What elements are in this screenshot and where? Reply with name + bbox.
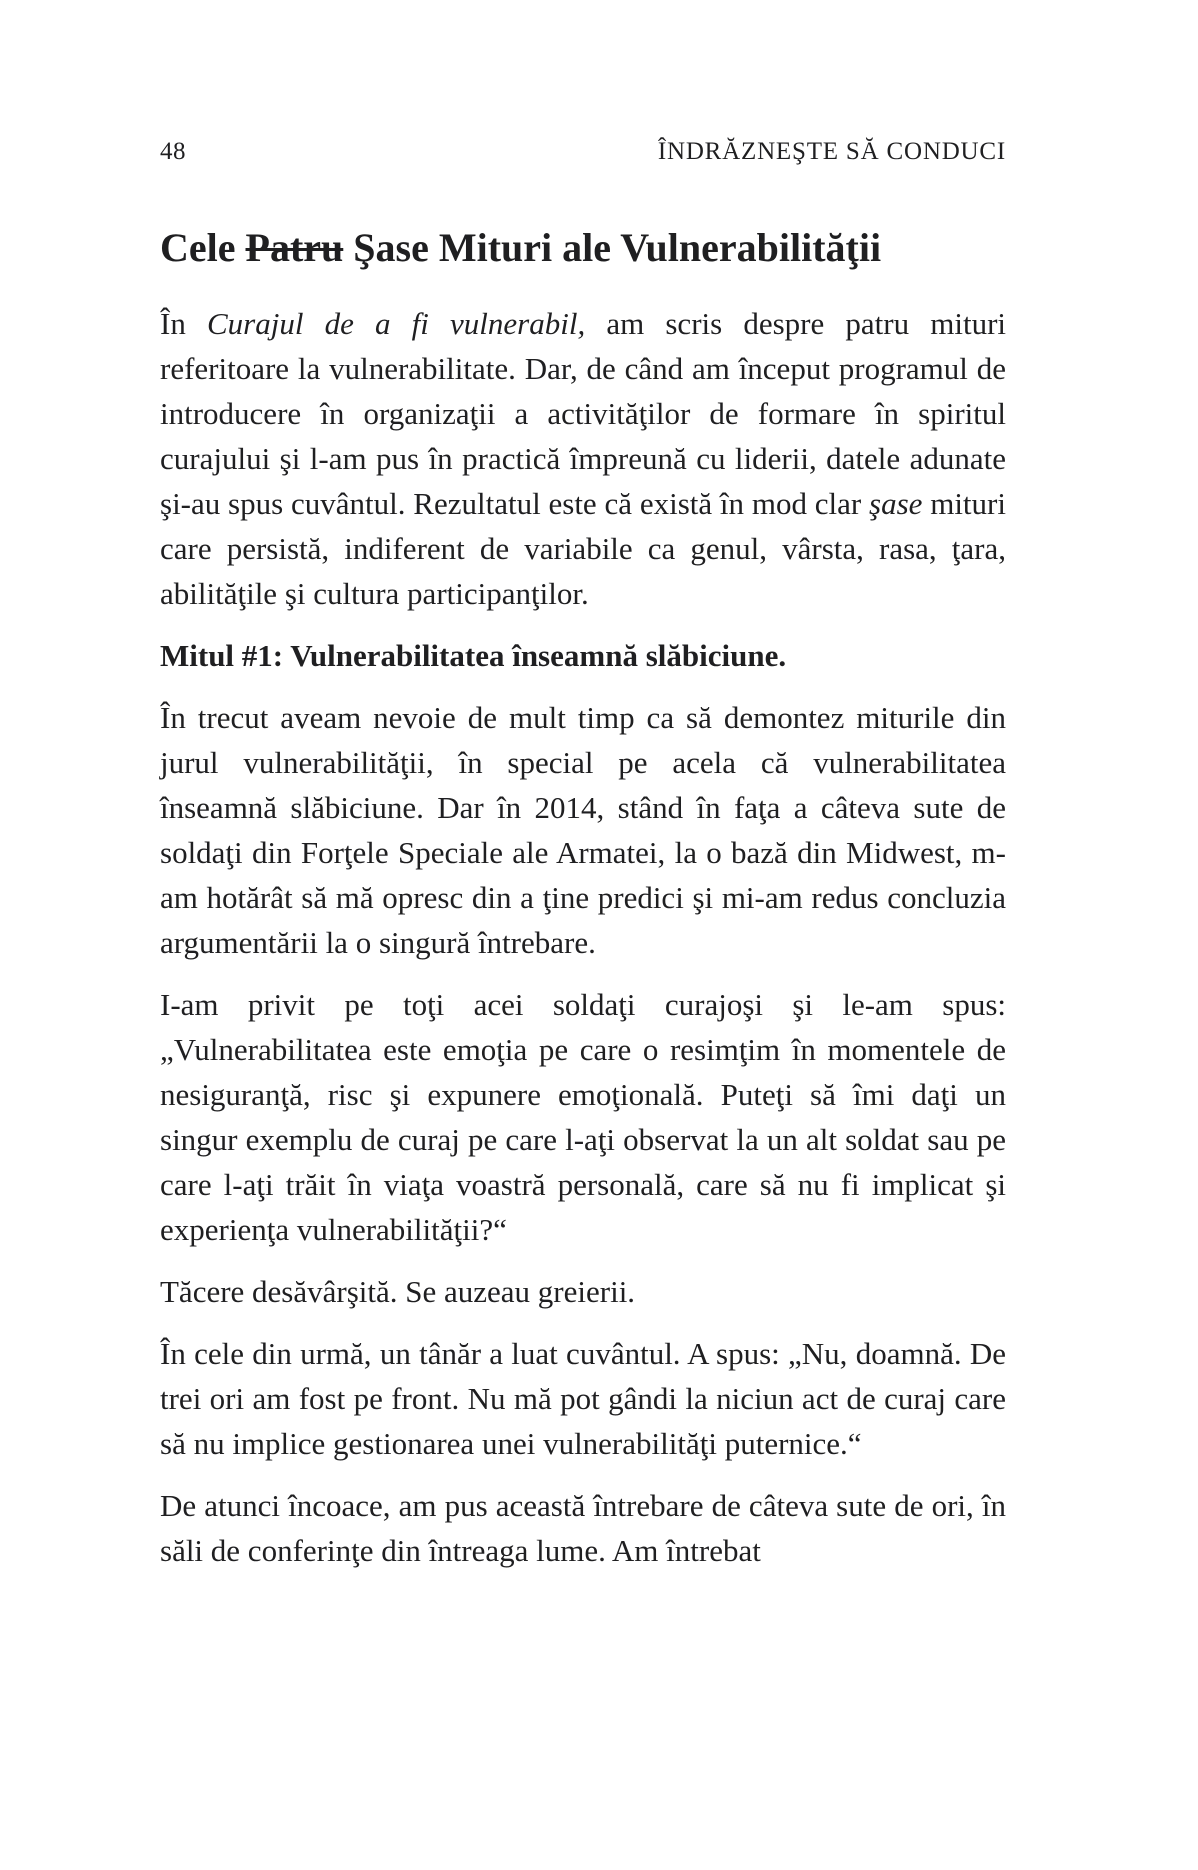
running-book-title: ÎNDRĂZNEŞTE SĂ CONDUCI <box>657 138 1006 165</box>
section-title <box>160 224 881 272</box>
paragraph-answer: În cele din urmă, un tânăr a luat cuvântul. A spus: „Nu, doamnă. De trei ori am fost pe front. Nu mă pot gândi la niciun act de curaj care să nu implice gestionarea unei vulnerabilităţi puternice.“ <box>160 1336 1006 1461</box>
emphasis-six: şase <box>869 486 923 521</box>
title-suffix: Şase Mituri ale Vulnerabilităţii <box>343 225 882 270</box>
running-header <box>160 138 1006 174</box>
page-number: 48 <box>160 138 186 165</box>
intro-lead: În <box>160 306 207 341</box>
paragraph-past: În trecut aveam nevoie de mult timp ca să demontez miturile din jurul vulnerabilităţii, în special pe acela că vulnerabilitatea înseamnă slăbiciune. Dar în 2014, stând în faţa a câteva sute de soldaţi din Forţele Speciale ale Armatei, la o bază din Midwest, m-am hotărât să mă opresc din a ţine predici şi mi-am redus concluzia argumentării la o singură întrebare. <box>160 700 1006 960</box>
title-prefix: Cele <box>160 225 246 270</box>
paragraph-since: De atunci încoace, am pus această întrebare de câteva sute de ori, în săli de conferinţe din întreaga lume. Am întrebat <box>160 1488 1006 1568</box>
intro-part-1: am scris despre patru mituri referitoare la vulnerabilitate. Dar, de când am început programul de introducere în organizaţii a activităţilor de formare în spiritul curajului şi l-am pus în practică împreună cu liderii, datele adunate şi-au spus cuvântul. Rezultatul este că există în mod clar <box>160 306 1007 521</box>
intro-part-2: mituri care persistă, indiferent de variabile ca genul, vârsta, rasa, ţara, abilităţile şi cultura participanţilor. <box>160 486 1006 611</box>
myth-1-heading: Mitul #1: Vulnerabilitatea înseamnă slăbiciune. <box>160 638 787 673</box>
book-title-italic: Curajul de a fi vulnerabil, <box>206 306 586 341</box>
body-text <box>160 301 1006 1590</box>
paragraph-silence: Tăcere desăvârşită. Se auzeau greierii. <box>160 1274 636 1309</box>
paragraph-question: I-am privit pe toţi acei soldaţi curajoşi şi le-am spus: „Vulnerabilitatea este emoţia pe care o resimţim în momentele de nesiguranţă, risc şi expunere emoţională. Puteţi să îmi daţi un singur exemplu de curaj pe care l-aţi observat la un alt soldat sau pe care l-aţi trăit în viaţa voastră personală, care să nu fi implicat şi experienţa vulnerabilităţii?“ <box>160 987 1006 1247</box>
paragraph-intro <box>160 301 1006 616</box>
title-struck-word: Patru <box>245 225 344 270</box>
